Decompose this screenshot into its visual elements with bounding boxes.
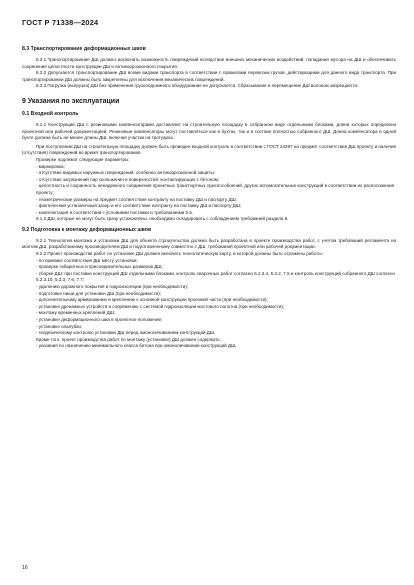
paragraph-9-1-1: 9.1.1 Конструкции ДШ с резиновыми компенсаторами доставляют на строительную площадку в собранном виде отдельными блоками, длина которых определена проектной или рабочей документацией. Резиновые компенсаторы могут поставляться как в бухтах, так и в составе полностью собранного ДШ. Длина компенсатора в одной бухте должна быть не менее длины ДШ, включая участки на тротуарах. [22, 121, 396, 141]
list-item: - удалению дорожного покрытия и гидроизоляции (при необходимости); [36, 284, 189, 290]
paragraph-9-2-2: 9.2.2 Проект производства работ по установке ДШ должен включать технологическую карту, в которой должны быть отражены работы: [36, 251, 323, 257]
paragraph-9-1-2: 9.1.2 ДШ, которые не могут быть сразу установлены, необходимо складировать с соблюдением требований раздела 8. [36, 216, 289, 222]
list-item: - комплектация в соответствии с условиями поставки и требованиями 5.5. [36, 209, 194, 215]
list-item: - установке деформационного шва в проектное положение; [36, 317, 163, 322]
paragraph-8-3-1: 8.3.1 Транспортирование ДШ должно исключать возможность повреждений вследствие внешних механических воздействий, попадания мусора на ДШ и обеспечивать сохранение целостности конструкции ДШ и антикоррозионного покрытия. [22, 57, 396, 69]
section-9-title: 9 Указания по эксплуатации [22, 97, 120, 105]
list-item: - проверке габаритных и присоединительных размеров ДШ; [36, 264, 163, 270]
list-item: - сборке ДШ: при поставке конструкций ДШ отдельными блоками, контроль сварочных работ согласно 5.2.3.4, 5.3.2, 7.5 и контроль конструкций собранного ДШ согласно 5.2.3.10, 5.3.3, 7.6, 7.7; [36, 270, 396, 283]
list-item: - указания по назначению минимального класса бетона при омоноличивании конструкций ДШ, [36, 343, 237, 349]
list-item: - геометрические размеры на предмет соответствия контракту на поставку ДШ и паспорту ДШ; [36, 196, 237, 202]
list-item: - фактический установочный зазор и его соответствие контракту на поставку ДШ и паспорту ДШ; [36, 203, 242, 209]
list-item: - отсутствие видимых наружных повреждений, особенно антикоррозионной защиты; [36, 170, 216, 176]
section-9-2-title: 9.2 Подготовка к монтажу деформационных швов [22, 226, 152, 233]
page-number: 16 [22, 565, 28, 571]
list-item: - монтажу временных креплений ДШ; [36, 310, 116, 316]
paragraph-8-3-3: 8.3.3 Погрузка (выгрузка) ДШ без применения грузоподъемного оборудования не допускается. Сбрасывание и перемещение ДШ волоком запрещается. [36, 83, 359, 89]
list-item: - дополнительному армированию и креплению к основной конструкции проезжей части (при необходимости); [36, 297, 268, 303]
list-item: - маркировка; [36, 163, 65, 169]
list-item: - установке опалубки; [36, 323, 83, 329]
list-item: - установке дренажных устройств и сопряжению с системой гидроизоляции мостового полотна (при необходимости); [36, 303, 285, 309]
standard-header: ГОСТ Р 71338—2024 [22, 18, 99, 27]
list-item: - отсутствие загрязнений пар скольжения и поверхностей, контактирующих с бетоном; [36, 176, 220, 182]
paragraph-parameters-intro: Проверке подлежат следующие параметры: [36, 156, 130, 162]
list-item: - целостность и сохранность ненадежного соединения проектных транспортных приспособлений, других вспомогательных конструкций в соответствии их расположения проекту; [36, 183, 395, 195]
page-content [22, 46, 396, 350]
section-9-1-title: 9.1 Входной контроль [22, 110, 79, 117]
list-item: - по приемке соответствия ДШ месту установки; [36, 257, 138, 263]
list-item: - подготовке ниши для установки ДШ (при необходимости); [36, 290, 161, 296]
section-8-3-title: 8.3 Транспортирование деформационных швов [22, 46, 146, 52]
list-item: - геодезическому контролю установки ДШ перед омоноличиванием конструкций ДШ. [36, 330, 216, 336]
paragraph-9-2-1: 9.2.1 Технология монтажа и установки ДШ для объекта строительства должна быть разработана в проекте производства работ, с учетом требований регламента на монтаж ДШ, разработанному производителем ДШ и подготовленному совместно с ДШ, требований проектной или рабочей документации. [22, 237, 396, 250]
paragraph-incoming-inspection: При поступлении ДШ на строительную площадку должен быть проведен входной контроль в соответствии с ГОСТ 24297 на предмет соответствия ДШ проекту и наличия (отсутствия) повреждений во время транспортирования. [22, 143, 396, 156]
paragraph-8-3-2: 8.3.2 Допускается транспортирование ДШ всеми видами транспорта в соответствии с правилами перевозки грузов, действующими для данного вида транспорта. При транспортировании ДШ должны быть закреплены для исключения механических повреждений. [22, 70, 396, 82]
paragraph-ppr-contents: Кроме того, проект производства работ по монтажу (установке) ДШ должен содержать: [36, 336, 221, 342]
